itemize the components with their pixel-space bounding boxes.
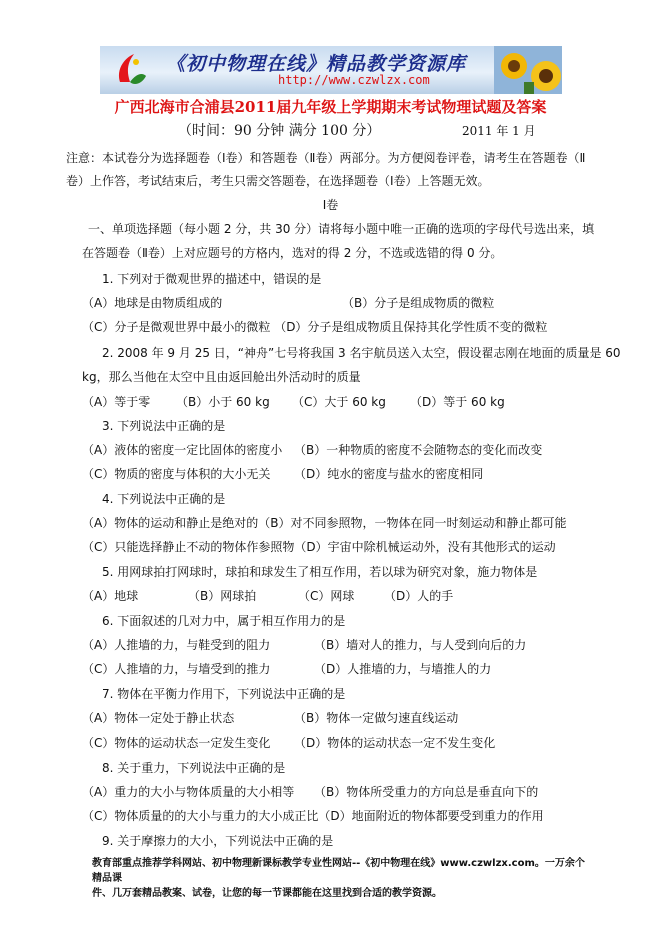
section-instruction-1: 一、单项选择题（每小题 2 分，共 30 分）请将每小题中唯一正确的选项的字母代号选出来，填: [88, 222, 595, 236]
sunflower-image: [494, 46, 562, 94]
question-4-options-ab: （A）物体的运动和静止是绝对的（B）对不同参照物，一物体在同一时刻运动和静止都可能: [82, 516, 567, 530]
question-7-option-d: （D）物体的运动状态一定不发生变化: [294, 736, 496, 750]
exam-time-score: （时间：90 分钟 满分 100 分）: [178, 123, 381, 139]
question-3-option-c: （C）物质的密度与体积的大小无关: [82, 467, 271, 481]
question-5-option-a: （A）地球: [82, 589, 139, 603]
banner-url[interactable]: http://www.czwlzx.com: [278, 73, 430, 87]
question-6-option-d: （D）人推墙的力，与墙推人的力: [314, 662, 492, 676]
question-5-option-b: （B）网球拍: [188, 589, 257, 603]
question-6-option-c: （C）人推墙的力，与墙受到的推力: [82, 662, 271, 676]
question-3-option-b: （B）一种物质的密度不会随物态的变化而改变: [294, 443, 543, 457]
notice-line-2: 卷）上作答，考试结束后，考生只需交答题卷，在选择题卷（Ⅰ卷）上答题无效。: [66, 174, 490, 188]
question-9-stem: 9. 关于摩擦力的大小，下列说法中正确的是: [102, 834, 334, 848]
footer-line-2: 件、几万套精品教案、试卷，让您的每一节课都能在这里找到合适的教学资源。: [92, 888, 442, 899]
question-2-option-a: （A）等于零: [82, 395, 151, 409]
question-3-option-a: （A）液体的密度一定比固体的密度小: [82, 443, 283, 457]
logo-icon: [114, 52, 148, 88]
question-5-option-c: （C）网球: [298, 589, 355, 603]
question-7-option-a: （A）物体一定处于静止状态: [82, 711, 235, 725]
question-2-option-c: （C）大于 60 kg: [292, 395, 386, 409]
page-footer: [92, 856, 592, 901]
section-instruction-2: 在答题卷（Ⅱ卷）上对应题号的方格内，选对的得 2 分，不选或选错的得 0 分。: [82, 246, 503, 260]
question-5-option-d: （D）人的手: [384, 589, 454, 603]
question-8-stem: 8. 关于重力，下列说法中正确的是: [102, 761, 286, 775]
question-2-option-b: （B）小于 60 kg: [176, 395, 270, 409]
question-3-stem: 3. 下列说法中正确的是: [102, 419, 226, 433]
question-4-stem: 4. 下列说法中正确的是: [102, 492, 226, 506]
question-1-stem: 1. 下列对于微观世界的描述中，错误的是: [102, 272, 322, 286]
question-6-stem: 6. 下面叙述的几对力中，属于相互作用力的是: [102, 614, 346, 628]
question-7-option-b: （B）物体一定做匀速直线运动: [294, 711, 459, 725]
question-8-option-b: （B）物体所受重力的方向总是垂直向下的: [314, 785, 539, 799]
question-1-option-b: （B）分子是组成物质的微粒: [342, 296, 495, 310]
question-3-option-d: （D）纯水的密度与盐水的密度相同: [294, 467, 484, 481]
question-5-stem: 5. 用网球拍打网球时，球拍和球发生了相互作用，若以球为研究对象，施力物体是: [102, 565, 538, 579]
exam-title: 广西北海市合浦县2011届九年级上学期期末考试物理试题及答案: [114, 98, 547, 116]
question-2-stem-2: kg，那么当他在太空中且由返回舱出外活动时的质量: [82, 370, 361, 384]
exam-date: 2011 年 1 月: [462, 124, 536, 138]
notice-line-1: 注意：本试卷分为选择题卷（Ⅰ卷）和答题卷（Ⅱ卷）两部分。为方便阅卷评卷，请考生在答题卷（Ⅱ: [66, 151, 586, 165]
question-4-options-cd: （C）只能选择静止不动的物体作参照物（D）宇宙中除机械运动外，没有其他形式的运动: [82, 540, 556, 554]
question-2-option-d: （D）等于 60 kg: [410, 395, 505, 409]
question-6-option-a: （A）人推墙的力，与鞋受到的阻力: [82, 638, 271, 652]
question-1-options-cd: （C）分子是微观世界中最小的微粒 （D）分子是组成物质且保持其化学性质不变的微粒: [82, 320, 548, 334]
question-8-options-cd: （C）物体质量的的大小与重力的大小成正比（D）地面附近的物体都要受到重力的作用: [82, 809, 544, 823]
question-7-stem: 7. 物体在平衡力作用下，下列说法中正确的是: [102, 687, 346, 701]
question-6-option-b: （B）墙对人的推力，与人受到向后的力: [314, 638, 527, 652]
header-banner: [100, 46, 562, 94]
question-7-option-c: （C）物体的运动状态一定发生变化: [82, 736, 271, 750]
question-1-option-a: （A）地球是由物质组成的: [82, 296, 223, 310]
question-2-stem-1: 2. 2008 年 9 月 25 日，“神舟”七号将我国 3 名宇航员送入太空，假设翟志刚在地面的质量是 60: [102, 346, 621, 360]
footer-line-1: 教育部重点推荐学科网站、初中物理新课标教学专业性网站--《初中物理在线》www.czwlzx.com。一万余个精品课: [92, 858, 585, 884]
banner-title: 《初中物理在线》精品教学资源库: [166, 53, 467, 75]
question-8-option-a: （A）重力的大小与物体质量的大小相等: [82, 785, 295, 799]
section-heading: Ⅰ卷: [322, 198, 339, 212]
